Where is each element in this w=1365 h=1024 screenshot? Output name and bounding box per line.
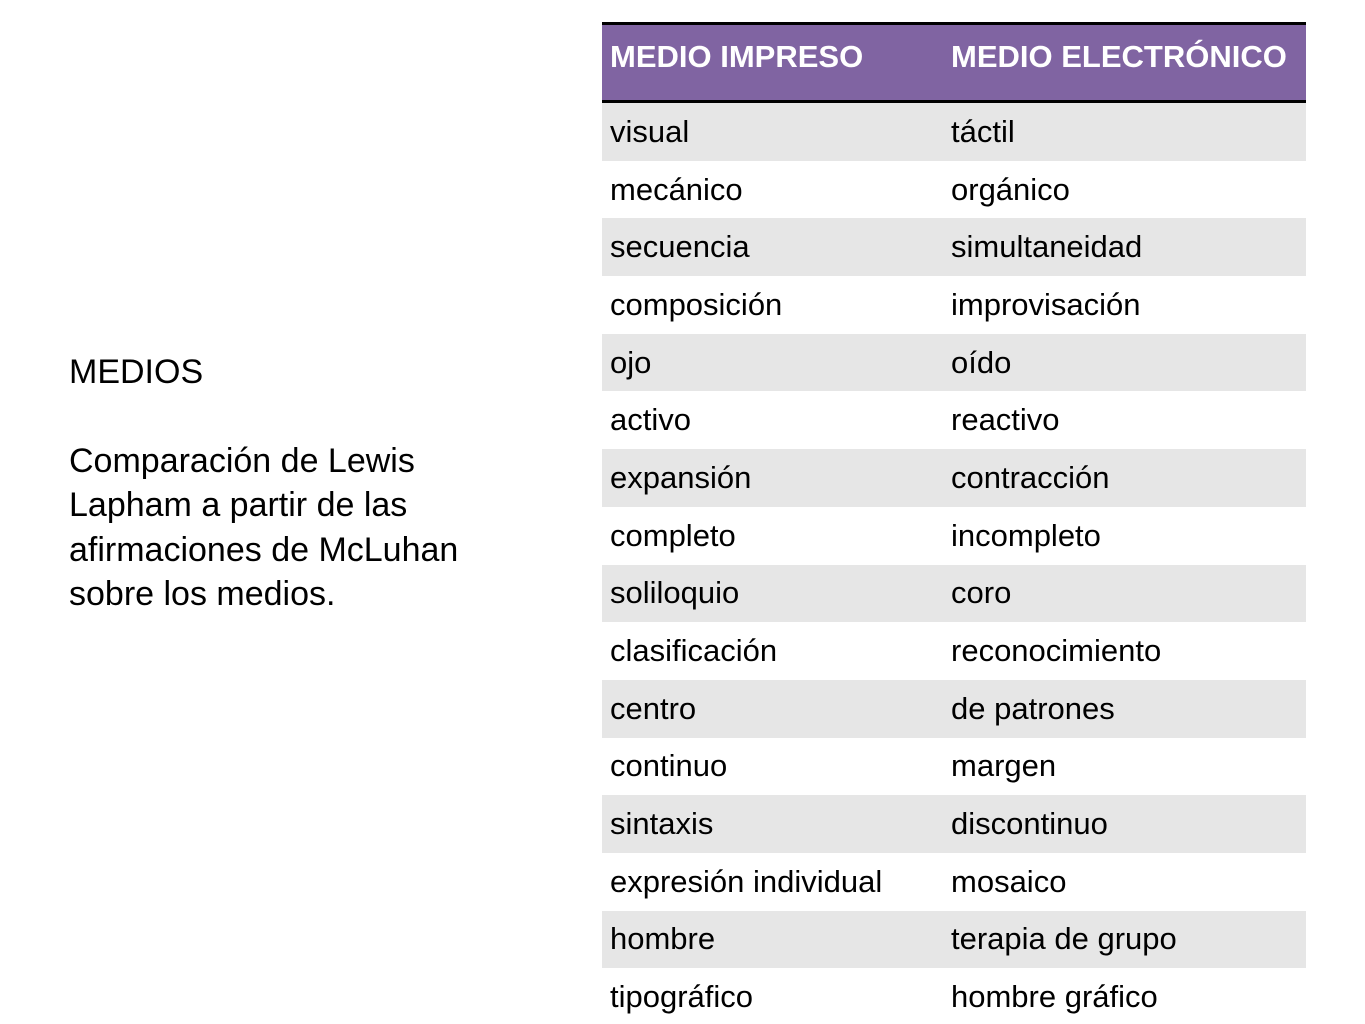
cell-impreso: activo [602,391,943,449]
cell-electronico: orgánico [943,161,1306,219]
cell-electronico: coro [943,565,1306,623]
cell-electronico: reactivo [943,391,1306,449]
table-row [602,795,1306,853]
table-row [602,507,1306,565]
cell-electronico: de patrones [943,680,1306,738]
header-medio-impreso: MEDIO IMPRESO [602,24,943,102]
cell-impreso: soliloquio [602,565,943,623]
cell-impreso: hombre [602,911,943,969]
cell-impreso: visual [602,102,943,161]
cell-impreso: ojo [602,334,943,392]
table-row [602,853,1306,911]
table-row [602,391,1306,449]
cell-impreso: completo [602,507,943,565]
left-text-block [69,350,509,617]
slide-description: Comparación de Lewis Lapham a partir de las afirmaciones de McLuhan sobre los medios. [69,441,459,613]
comparison-table [602,22,1306,1024]
slide-title: MEDIOS [69,353,204,391]
table-row [602,968,1306,1024]
cell-electronico: margen [943,738,1306,796]
cell-impreso: continuo [602,738,943,796]
cell-electronico: hombre gráfico [943,968,1306,1024]
cell-impreso: expresión individual [602,853,943,911]
table-row [602,102,1306,161]
cell-electronico: oído [943,334,1306,392]
cell-impreso: tipográfico [602,968,943,1024]
cell-impreso: expansión [602,449,943,507]
table-row [602,565,1306,623]
cell-impreso: centro [602,680,943,738]
cell-electronico: incompleto [943,507,1306,565]
cell-impreso: clasificación [602,622,943,680]
table-header-row [602,24,1306,102]
cell-electronico: terapia de grupo [943,911,1306,969]
table-row [602,738,1306,796]
table-row [602,449,1306,507]
cell-impreso: composición [602,276,943,334]
table-row [602,911,1306,969]
cell-electronico: mosaico [943,853,1306,911]
cell-electronico: improvisación [943,276,1306,334]
cell-impreso: mecánico [602,161,943,219]
cell-electronico: simultaneidad [943,218,1306,276]
header-medio-electronico: MEDIO ELECTRÓNICO [943,24,1306,102]
cell-electronico: reconocimiento [943,622,1306,680]
table-row [602,334,1306,392]
cell-electronico: táctil [943,102,1306,161]
cell-electronico: discontinuo [943,795,1306,853]
table-row [602,218,1306,276]
table-row [602,622,1306,680]
cell-electronico: contracción [943,449,1306,507]
table-row [602,161,1306,219]
table-row [602,276,1306,334]
table-row [602,680,1306,738]
cell-impreso: sintaxis [602,795,943,853]
cell-impreso: secuencia [602,218,943,276]
